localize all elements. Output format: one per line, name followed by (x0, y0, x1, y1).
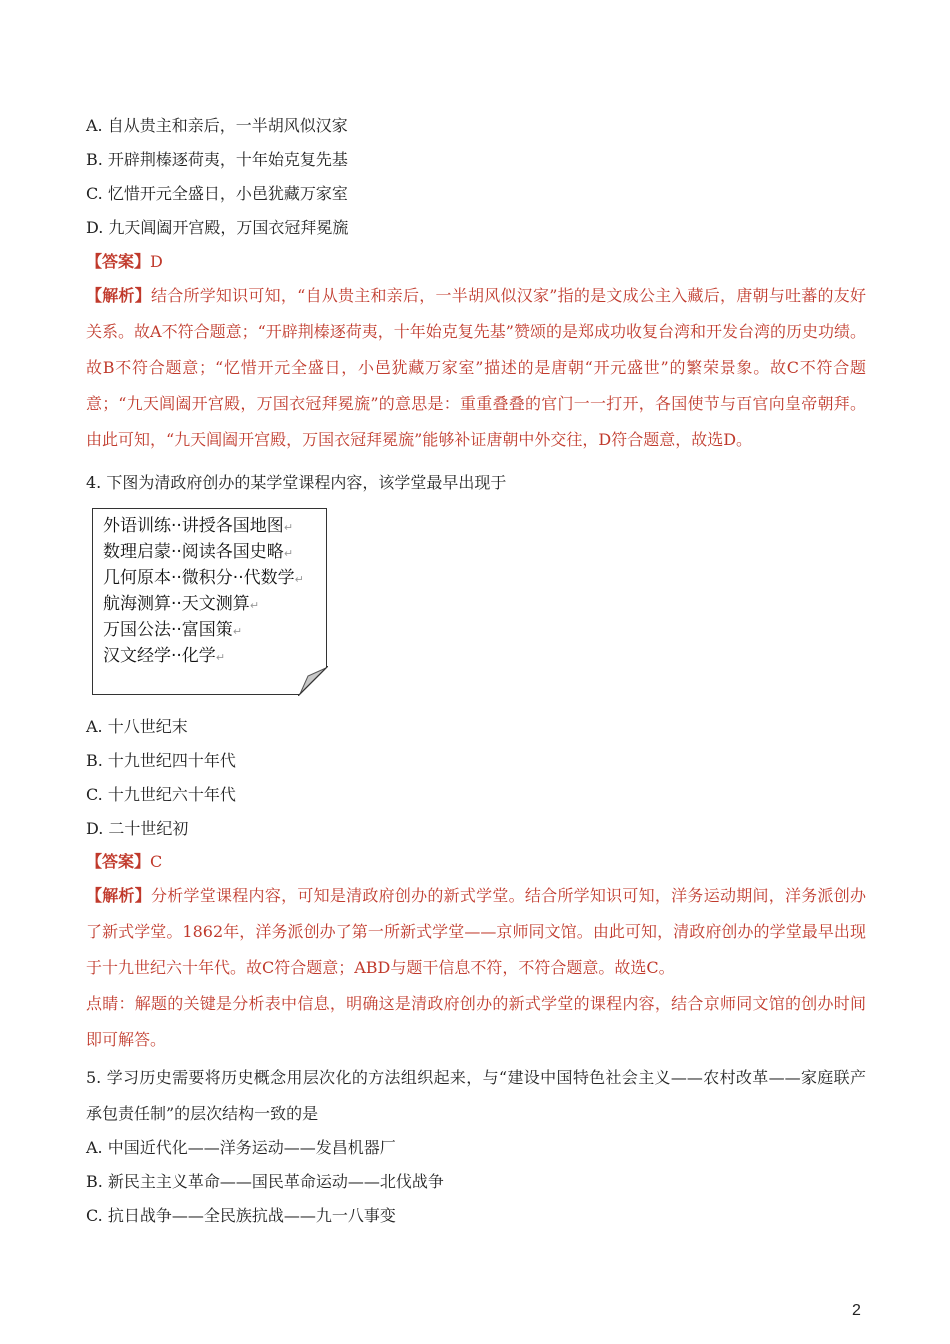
figure-row: 汉文经学··化学↵ (103, 646, 226, 666)
q5-option-c: C. 抗日战争——全民族抗战——九一八事变 (86, 1206, 396, 1225)
answer-label: 【答案】 (86, 852, 151, 871)
q3-option-b: B. 开辟荆榛逐荷夷，十年始克复先基 (86, 150, 348, 169)
return-mark-icon: ↵ (283, 521, 294, 534)
q4-option-c: C. 十九世纪六十年代 (86, 785, 236, 804)
analysis-label: 【解析】 (86, 286, 151, 305)
return-mark-icon: ↵ (283, 547, 294, 560)
page-number: 2 (852, 1302, 861, 1319)
return-mark-icon: ↵ (294, 573, 304, 586)
figure-row: 航海测算··天文测算↵ (103, 594, 260, 614)
q3-option-c: C. 忆惜开元全盛日，小邑犹藏万家室 (86, 184, 348, 203)
q4-answer (86, 852, 162, 872)
q5-option-a: A. 中国近代化——洋务运动——发昌机器厂 (86, 1138, 396, 1157)
return-mark-icon: ↵ (232, 625, 243, 638)
q4-option-b: B. 十九世纪四十年代 (86, 751, 236, 770)
figure-row: 几何原本··微积分··代数学↵ (103, 568, 304, 588)
q4-stem: 4. 下图为清政府创办的某学堂课程内容，该学堂最早出现于 (86, 473, 507, 492)
return-mark-icon: ↵ (215, 651, 226, 664)
analysis-text: 分析学堂课程内容，可知是清政府创办的新式学堂。结合所学知识可知，洋务运动期间，洋务派创办了新式学堂。1862年，洋务派创办了第一所新式学堂——京师同文馆。由此可知，清政府创办的学堂最早出现于十九世纪六十年代。故C符合题意；ABD与题干信息不符，不符合题意。故选C。 (86, 886, 866, 977)
figure-row: 万国公法··富国策↵ (103, 620, 243, 640)
page-fold-icon (298, 666, 328, 696)
answer-label: 【答案】 (86, 252, 151, 271)
analysis-label: 【解析】 (86, 886, 152, 905)
q4-option-a: A. 十八世纪末 (86, 717, 188, 736)
q5-stem: 5. 学习历史需要将历史概念用层次化的方法组织起来，与“建设中国特色社会主义——农村改革——家庭联产承包责任制”的层次结构一致的是 (86, 1068, 866, 1123)
return-mark-icon: ↵ (249, 599, 260, 612)
q3-option-a: A. 自从贵主和亲后，一半胡风似汉家 (86, 116, 348, 135)
answer-value: D (150, 252, 163, 271)
course-figure (92, 508, 327, 695)
q4-note: 点睛：解题的关键是分析表中信息，明确这是清政府创办的新式学堂的课程内容，结合京师同文馆的创办时间即可解答。 (86, 994, 866, 1049)
q3-option-d: D. 九天阊阖开宫殿，万国衣冠拜冕旒 (86, 218, 349, 237)
figure-row: 外语训练··讲授各国地图↵ (103, 516, 294, 536)
q4-analysis (86, 878, 866, 986)
q4-option-d: D. 二十世纪初 (86, 819, 189, 838)
analysis-text: 结合所学知识可知，“自从贵主和亲后，一半胡风似汉家”指的是文成公主入藏后，唐朝与吐蕃的友好关系。故A不符合题意；“开辟荆榛逐荷夷，十年始克复先基”赞颂的是郑成功收复台湾和开发台湾的历史功绩。故B不符合题意；“忆惜开元全盛日，小邑犹藏万家室”描述的是唐朝“开元盛世”的繁荣景象。故C不符合题意；“九天阊阖开宫殿，万国衣冠拜冕旒”的意思是：重重叠叠的官门一一打开，各国使节与百官向皇帝朝拜。由此可知，“九天阊阖开宫殿，万国衣冠拜冕旒”能够补证唐朝中外交往，D符合题意，故选D。 (86, 286, 866, 449)
q3-analysis (86, 278, 866, 458)
figure-row: 数理启蒙··阅读各国史略↵ (103, 542, 294, 562)
q5-option-b: B. 新民主主义革命——国民革命运动——北伐战争 (86, 1172, 444, 1191)
q3-answer (86, 252, 163, 272)
answer-value: C (150, 852, 163, 871)
